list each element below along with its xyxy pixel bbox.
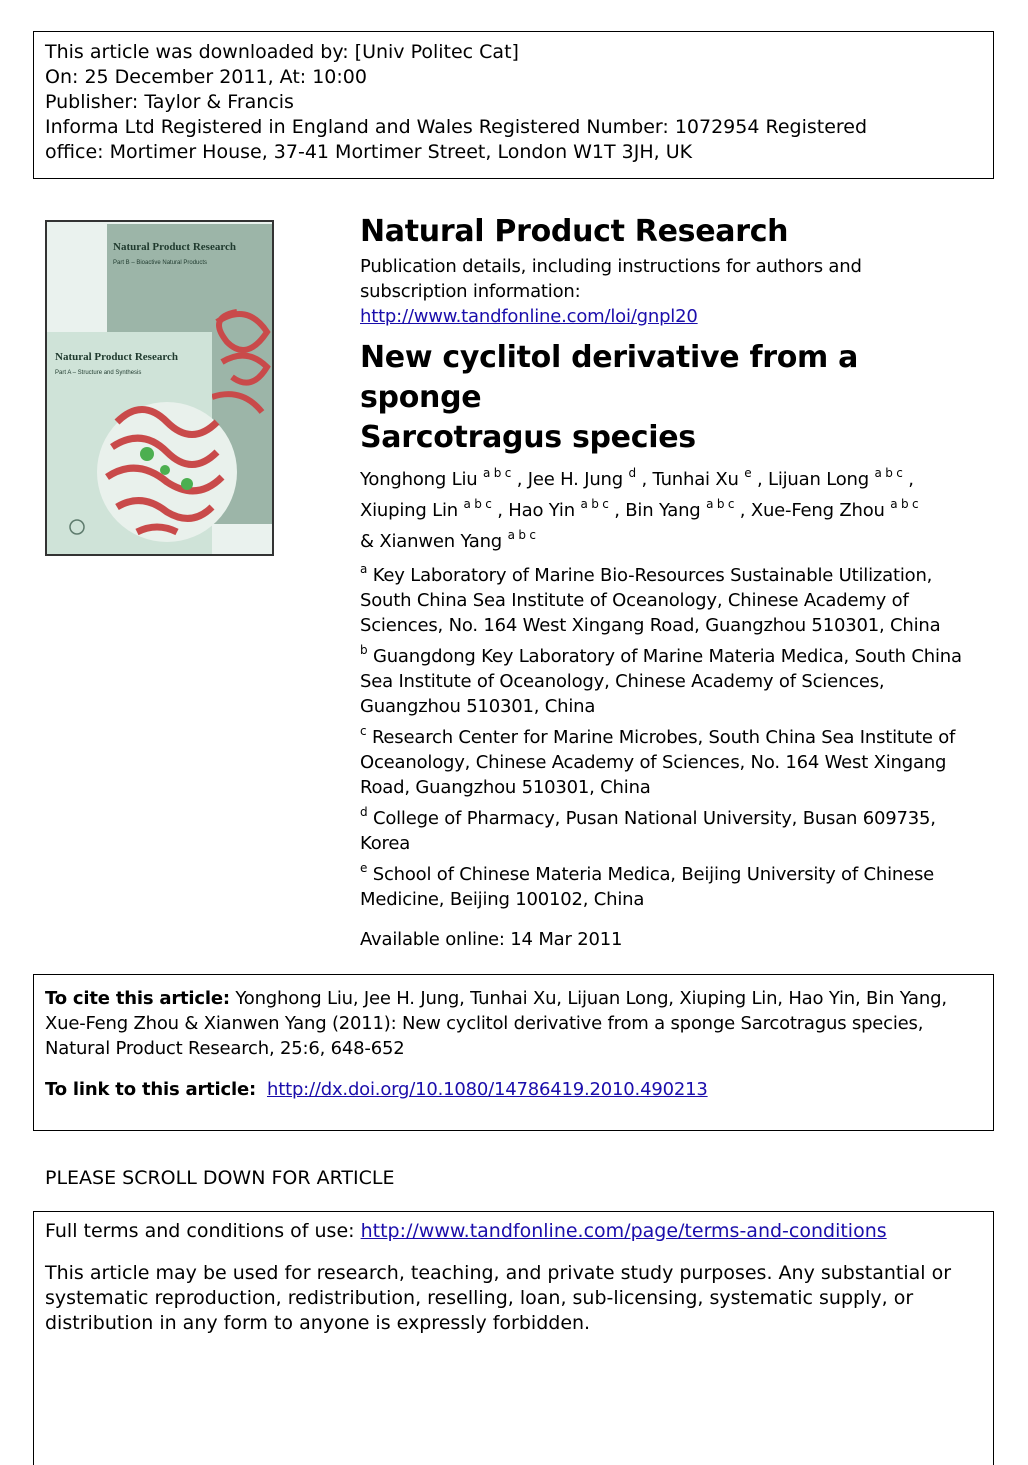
link-label: To link to this article: <box>45 1079 256 1100</box>
download-line: This article was downloaded by: [Univ Politec Cat] <box>45 41 519 63</box>
article-title <box>360 338 980 458</box>
download-date-line: On: 25 December 2011, At: 10:00 <box>45 66 367 88</box>
author-separator: , <box>491 500 509 521</box>
affiliation <box>360 644 980 719</box>
affiliation <box>360 806 980 856</box>
journal-cover-image <box>45 220 274 556</box>
author-name: Xiuping Lin <box>360 500 458 521</box>
author-separator: , <box>608 500 626 521</box>
affiliation-text: School of Chinese Materia Medica, Beijing University of Chinese Medicine, Beijing 100102, China <box>360 864 935 910</box>
terms-lead: Full terms and conditions of use: <box>45 1220 361 1242</box>
author-separator: , <box>751 469 768 490</box>
citation-text <box>45 986 982 1061</box>
cite-body: Yonghong Liu, Jee H. Jung, Tunhai Xu, Lijuan Long, Xiuping Lin, Hao Yin, Bin Yang, Xue-Feng Zhou & Xianwen Yang (2011): New cyclitol derivative from a sponge Sarcotragus species, Natural Product Research, 25:6, 648-652 <box>45 988 947 1059</box>
publication-details-line: Publication details, including instructions for authors and <box>360 256 862 277</box>
author-separator: , <box>734 500 751 521</box>
affiliation-text: Research Center for Marine Microbes, South China Sea Institute of Oceanology, Chinese Academy of Sciences, No. 164 West Xingang Road, Guangzhou 510301, China <box>360 727 956 798</box>
terms-link[interactable]: http://www.tandfonline.com/page/terms-and-conditions <box>360 1220 887 1242</box>
affiliation <box>360 563 980 638</box>
article-header <box>360 212 980 952</box>
affiliation-mark: b <box>360 643 368 657</box>
download-notice-box <box>33 31 994 179</box>
author-name: Lijuan Long <box>768 469 869 490</box>
affiliation <box>360 725 980 800</box>
author-separator: , <box>635 469 653 490</box>
author-affil-marks: a b c <box>580 497 609 511</box>
front-cover-part: Part A – Structure and Synthesis <box>55 370 142 376</box>
author-affil-marks: a b c <box>463 497 492 511</box>
cite-label: To cite this article: <box>45 988 230 1009</box>
scroll-notice: PLEASE SCROLL DOWN FOR ARTICLE <box>45 1167 395 1189</box>
publication-details-line: subscription information: <box>360 281 581 302</box>
article-title-line: Sarcotragus species <box>360 420 696 455</box>
author-affil-marks: a b c <box>483 466 512 480</box>
back-cover-part: Part B – Bioactive Natural Products <box>113 260 208 266</box>
author-affil-marks: d <box>628 466 636 480</box>
journal-link[interactable]: http://www.tandfonline.com/loi/gnpl20 <box>360 306 698 327</box>
doi-link[interactable]: http://dx.doi.org/10.1080/14786419.2010.490213 <box>267 1079 708 1100</box>
author-affil-marks: a b c <box>890 497 919 511</box>
author-name: Hao Yin <box>508 500 575 521</box>
author-affil-marks: a b c <box>706 497 735 511</box>
author-affil-marks: a b c <box>874 466 903 480</box>
citation-box <box>33 974 994 1131</box>
journal-name: Natural Product Research <box>360 214 789 249</box>
affiliation-text: Key Laboratory of Marine Bio-Resources Sustainable Utilization, South China Sea Institute of Oceanology, Chinese Academy of Sciences, No. 164 West Xingang Road, Guangzhou 510301, China <box>360 565 941 636</box>
terms-body: This article may be used for research, teaching, and private study purposes. Any substantial or systematic reproduction, redistribution, reselling, loan, sub-licensing, systematic supply, or distribution in any form to anyone is expressly forbidden. <box>45 1262 952 1334</box>
office-line: office: Mortimer House, 37-41 Mortimer Street, London W1T 3JH, UK <box>45 141 693 163</box>
publisher-line: Publisher: Taylor & Francis <box>45 91 294 113</box>
affiliation-mark: a <box>360 562 368 576</box>
author-name: Tunhai Xu <box>652 469 739 490</box>
affiliation-text: Guangdong Key Laboratory of Marine Materia Medica, South China Sea Institute of Oceanology, Chinese Academy of Sciences, Guangzhou 510301, China <box>360 646 962 717</box>
author-name: Yonghong Liu <box>360 469 478 490</box>
front-cover-title: Natural Product Research <box>55 351 179 363</box>
affiliation-text: College of Pharmacy, Pusan National University, Busan 609735, Korea <box>360 808 936 854</box>
article-title-line: New cyclitol derivative from a sponge <box>360 340 859 415</box>
available-online-date: Available online: 14 Mar 2011 <box>360 929 623 950</box>
author-separator: , <box>511 469 528 490</box>
author-list <box>360 464 980 557</box>
author-name: Jee H. Jung <box>527 469 623 490</box>
back-cover-title: Natural Product Research <box>113 241 237 253</box>
affiliation-mark: e <box>360 861 368 875</box>
affiliation-mark: d <box>360 805 368 819</box>
affiliation-mark: c <box>360 724 367 738</box>
author-name: Xue-Feng Zhou <box>750 500 885 521</box>
author-name: & Xianwen Yang <box>360 531 503 552</box>
terms-line <box>45 1219 982 1244</box>
publication-details <box>360 254 980 329</box>
terms-box <box>33 1211 994 1465</box>
author-name: Bin Yang <box>625 500 701 521</box>
article-link-line <box>45 1077 982 1102</box>
affiliation <box>360 862 980 912</box>
cover-illustration <box>47 222 272 554</box>
registration-line: Informa Ltd Registered in England and Wales Registered Number: 1072954 Registered <box>45 116 868 138</box>
author-affil-marks: a b c <box>507 528 536 542</box>
author-affil-marks: e <box>744 466 752 480</box>
author-separator: , <box>902 469 914 490</box>
